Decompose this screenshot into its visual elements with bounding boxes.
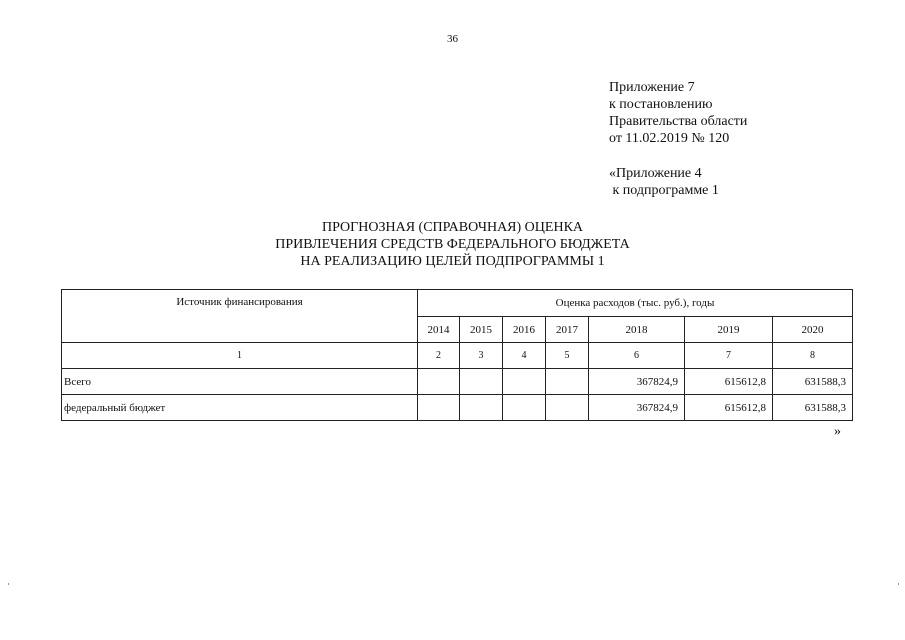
annex-line: Приложение 7 [609, 80, 695, 95]
header-estimate: Оценка расходов (тыс. руб.), годы [418, 290, 853, 317]
value-cell [546, 395, 589, 421]
value-cell: 615612,8 [685, 369, 773, 395]
row-label: федеральный бюджет [62, 395, 418, 421]
col-number: 8 [773, 343, 853, 369]
year-cell: 2016 [503, 317, 546, 343]
annex-ref-block [609, 165, 719, 199]
title-line: ПРИВЛЕЧЕНИЯ СРЕДСТВ ФЕДЕРАЛЬНОГО БЮДЖЕТА [275, 237, 630, 252]
table-row [62, 395, 853, 421]
value-cell [460, 369, 503, 395]
year-cell: 2020 [773, 317, 853, 343]
year-cell: 2019 [685, 317, 773, 343]
col-number: 2 [418, 343, 460, 369]
value-cell [418, 395, 460, 421]
annex-line: к постановлению [609, 97, 713, 112]
financing-table [61, 289, 853, 421]
row-label: Всего [62, 369, 418, 395]
closing-quote: » [834, 424, 841, 439]
table-row [62, 369, 853, 395]
year-cell: 2018 [589, 317, 685, 343]
document-title [0, 219, 905, 270]
value-cell [503, 395, 546, 421]
value-cell: 631588,3 [773, 395, 853, 421]
col-number: 3 [460, 343, 503, 369]
title-line: ПРОГНОЗНАЯ (СПРАВОЧНАЯ) ОЦЕНКА [321, 220, 584, 235]
margin-mark [8, 583, 9, 585]
value-cell: 367824,9 [589, 369, 685, 395]
page-number: 36 [447, 33, 458, 45]
year-cell: 2017 [546, 317, 589, 343]
annex-line: от 11.02.2019 № 120 [609, 131, 730, 146]
year-cell: 2014 [418, 317, 460, 343]
value-cell [503, 369, 546, 395]
annex-line: Правительства области [609, 114, 748, 129]
value-cell: 615612,8 [685, 395, 773, 421]
title-line: НА РЕАЛИЗАЦИЮ ЦЕЛЕЙ ПОДПРОГРАММЫ 1 [300, 254, 605, 269]
col-number: 4 [503, 343, 546, 369]
annex-ref-line: «Приложение 4 [609, 166, 702, 181]
col-number: 5 [546, 343, 589, 369]
col-number: 7 [685, 343, 773, 369]
value-cell [546, 369, 589, 395]
annex-block [609, 79, 747, 147]
col-number: 1 [62, 343, 418, 369]
value-cell [418, 369, 460, 395]
header-source: Источник финансирования [62, 290, 418, 343]
value-cell: 367824,9 [589, 395, 685, 421]
annex-ref-line: к подпрограмме 1 [609, 183, 719, 198]
margin-mark [898, 583, 899, 585]
value-cell: 631588,3 [773, 369, 853, 395]
col-number: 6 [589, 343, 685, 369]
value-cell [460, 395, 503, 421]
year-cell: 2015 [460, 317, 503, 343]
